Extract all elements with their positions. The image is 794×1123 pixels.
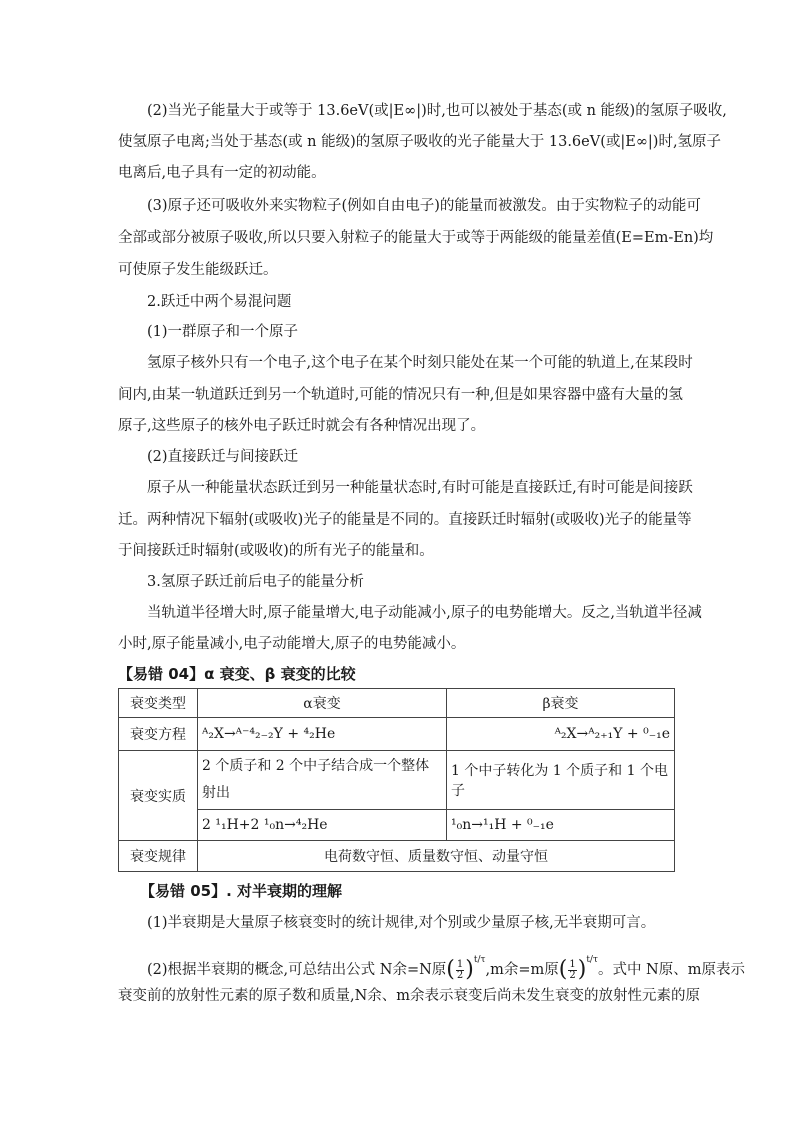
table-row [119, 751, 675, 810]
table-row [119, 810, 675, 841]
table-cell: 衰变类型 [119, 689, 198, 718]
paragraph-line: 原子从一种能量状态跃迁到另一种能量状态时,有时可能是直接跃迁,有时可能是间接跃 [147, 480, 693, 496]
formula-text: (2)根据半衰期的概念,可总结出公式 N余=N原 [147, 962, 447, 978]
paren-left: ( [446, 957, 455, 982]
alpha-essence: 2 个质子和 2 个中子结合成一个整体射出 [198, 751, 447, 810]
decay-rule: 电荷数守恒、质量数守恒、动量守恒 [198, 841, 675, 872]
paragraph-line: (3)原子还可吸收外来实物粒子(例如自由电子)的能量而被激发。由于实物粒子的动能可 [147, 198, 701, 214]
paragraph-line: 可使原子发生能级跃迁。 [118, 262, 278, 278]
paragraph-line: 衰变前的放射性元素的原子数和质量,N余、m余表示衰变后尚未发生衰变的放射性元素的原 [118, 988, 701, 1004]
paragraph-line: 氢原子核外只有一个电子,这个电子在某个时刻只能处在某一个可能的轨道上,在某段时 [147, 355, 693, 371]
table-row [119, 718, 675, 751]
formula-text: ,m余=m原 [485, 962, 559, 978]
table-cell: 衰变规律 [119, 841, 198, 872]
alpha-equation: ᴬ₂X→ᴬ⁻⁴₂₋₂Y + ⁴₂He [198, 718, 447, 751]
fraction-numerator: 1 [569, 958, 576, 970]
formula-text: 。式中 N原、m原表示 [597, 962, 745, 978]
decay-comparison-table [118, 688, 675, 872]
exponent: t/τ [586, 955, 598, 965]
paren-right: ) [465, 957, 474, 982]
heading-05: 【易错 05】. 对半衰期的理解 [140, 882, 343, 900]
paragraph-line: (2)当光子能量大于或等于 13.6eV(或|E∞|)时,也可以被处于基态(或 n 能级)的氢原子吸收, [147, 103, 727, 119]
paragraph-line: 迁。两种情况下辐射(或吸收)光子的能量是不同的。直接跃迁时辐射(或吸收)光子的能量等 [118, 512, 692, 528]
paragraph-line: 当轨道半径增大时,原子能量增大,电子动能减小,原子的电势能增大。反之,当轨道半径减 [147, 605, 702, 621]
fraction-denominator: 2 [456, 969, 464, 981]
section-title: 3.氢原子跃迁前后电子的能量分析 [147, 574, 364, 590]
heading-04: 【易错 04】α 衰变、β 衰变的比较 [118, 665, 356, 683]
half-life-formula-line [147, 945, 745, 982]
alpha-essence-equation: 2 ¹₁H+2 ¹₀n→⁴₂He [198, 810, 447, 841]
table-cell: 衰变实质 [119, 751, 198, 841]
subsection-title: (2)直接跃迁与间接跃迁 [147, 449, 299, 465]
beta-equation: ᴬ₂X→ᴬ₂₊₁Y + ⁰₋₁e [447, 718, 675, 751]
paragraph-line: (1)半衰期是大量原子核衰变时的统计规律,对个别或少量原子核,无半衰期可言。 [147, 915, 656, 931]
table-row [119, 841, 675, 872]
fraction [568, 960, 576, 981]
fraction-numerator: 1 [456, 958, 464, 970]
beta-essence-equation: ¹₀n→¹₁H + ⁰₋₁e [447, 810, 675, 841]
paragraph-line: 原子,这些原子的核外电子跃迁时就会有各种情况出现了。 [118, 418, 486, 434]
table-cell: α衰变 [198, 689, 447, 718]
paragraph-line: 使氢原子电离;当处于基态(或 n 能级)的氢原子吸收的光子能量大于 13.6eV(或|E∞|)时,氢原子 [118, 134, 722, 150]
paren-left: ( [558, 957, 568, 982]
exponent: t/τ [473, 955, 486, 965]
paren-right: ) [577, 957, 587, 982]
paragraph-line: 电离后,电子具有一定的初动能。 [118, 165, 326, 181]
paragraph-line: 小时,原子能量减小,电子动能增大,原子的电势能减小。 [118, 636, 466, 652]
fraction [456, 960, 464, 981]
fraction-denominator: 2 [569, 969, 576, 981]
paragraph-line: 全部或部分被原子吸收,所以只要入射粒子的能量大于或等于两能级的能量差值(E=Em-En)均 [118, 230, 714, 246]
paragraph-line: 于间接跃迁时辐射(或吸收)的所有光子的能量和。 [118, 543, 434, 559]
beta-essence: 1 个中子转化为 1 个质子和 1 个电子 [447, 751, 675, 810]
table-cell: 衰变方程 [119, 718, 198, 751]
table-row [119, 689, 675, 718]
paragraph-line: 间内,由某一轨道跃迁到另一个轨道时,可能的情况只有一种,但是如果容器中盛有大量的氢 [118, 387, 683, 403]
section-title: 2.跃迁中两个易混问题 [147, 294, 292, 310]
subsection-title: (1)一群原子和一个原子 [147, 324, 299, 340]
table-cell: β衰变 [447, 689, 675, 718]
